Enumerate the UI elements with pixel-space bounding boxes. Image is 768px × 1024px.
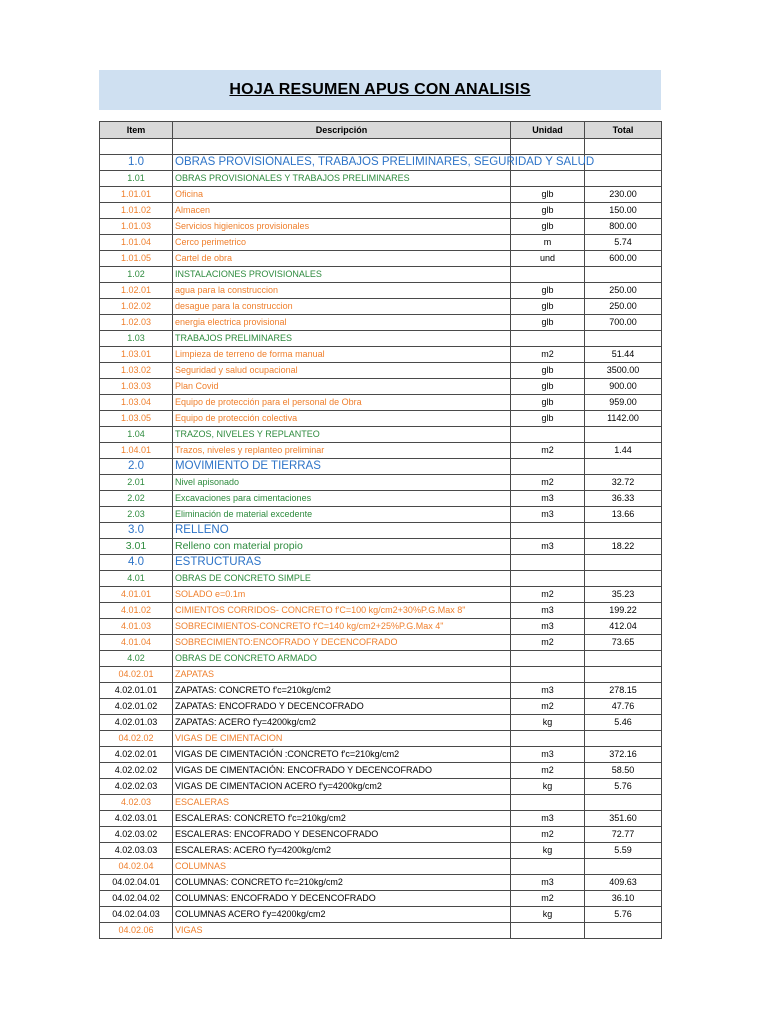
cell-unit: m3: [511, 875, 585, 891]
cell-unit: [511, 523, 585, 539]
cell-total: 1.44: [585, 443, 662, 459]
cell-item: 1.03.01: [100, 347, 173, 363]
table-row: [100, 475, 662, 491]
cell-item: 04.02.04.01: [100, 875, 173, 891]
header-row: [100, 122, 662, 139]
cell-total: 250.00: [585, 299, 662, 315]
cell-description: COLUMNAS ACERO f'y=4200kg/cm2: [173, 907, 511, 923]
cell-item: 1.01: [100, 171, 173, 187]
cell-unit: glb: [511, 379, 585, 395]
cell-unit: m3: [511, 603, 585, 619]
cell-unit: m2: [511, 827, 585, 843]
cell-item: 1.02.01: [100, 283, 173, 299]
cell-total: 600.00: [585, 251, 662, 267]
cell-item: 04.02.04: [100, 859, 173, 875]
cell-unit: m2: [511, 443, 585, 459]
cell-unit: m2: [511, 891, 585, 907]
cell-item: 1.04: [100, 427, 173, 443]
table-row: [100, 683, 662, 699]
cell-total: [585, 651, 662, 667]
table-row: [100, 587, 662, 603]
cell-description: CIMIENTOS CORRIDOS- CONCRETO f'C=100 kg/cm2+30%P.G.Max 8": [173, 603, 511, 619]
cell-description: OBRAS DE CONCRETO ARMADO: [173, 651, 511, 667]
cell-description: Oficina: [173, 187, 511, 203]
cell-unit: [511, 651, 585, 667]
cell-total: 351.60: [585, 811, 662, 827]
cell-total: [585, 731, 662, 747]
cell-total: 409.63: [585, 875, 662, 891]
cell-description: TRABAJOS PRELIMINARES: [173, 331, 511, 347]
cell-unit: kg: [511, 843, 585, 859]
cell-description: SOBRECIMIENTO:ENCOFRADO Y DECENCOFRADO: [173, 635, 511, 651]
cell-total: 5.76: [585, 907, 662, 923]
cell-description: OBRAS PROVISIONALES, TRABAJOS PRELIMINARES, SEGURIDAD Y SALUD: [173, 155, 511, 171]
table-row: [100, 235, 662, 251]
cell-unit: m3: [511, 507, 585, 523]
cell-unit: [511, 667, 585, 683]
cell-item: 4.01.01: [100, 587, 173, 603]
table-row: [100, 795, 662, 811]
cell-unit: m3: [511, 683, 585, 699]
table-row: [100, 843, 662, 859]
cell-total: [585, 923, 662, 939]
cell-total: 36.10: [585, 891, 662, 907]
cell-total: [585, 571, 662, 587]
cell-total: 150.00: [585, 203, 662, 219]
cell-item: 04.02.01: [100, 667, 173, 683]
cell-total: 73.65: [585, 635, 662, 651]
cell-item: 04.02.04.03: [100, 907, 173, 923]
cell-total: 1142.00: [585, 411, 662, 427]
cell-description: Seguridad y salud ocupacional: [173, 363, 511, 379]
cell-item: 4.02.01.01: [100, 683, 173, 699]
cell-item: 1.03.04: [100, 395, 173, 411]
cell-description: MOVIMIENTO DE TIERRAS: [173, 459, 511, 475]
cell-description: ESTRUCTURAS: [173, 555, 511, 571]
cell-total: 372.16: [585, 747, 662, 763]
cell-item: 2.01: [100, 475, 173, 491]
cell-unit: glb: [511, 219, 585, 235]
cell-item: 1.04.01: [100, 443, 173, 459]
table-row: [100, 859, 662, 875]
cell-total: [585, 155, 662, 171]
cell-total: 5.74: [585, 235, 662, 251]
cell-description: ZAPATAS: ENCOFRADO Y DECENCOFRADO: [173, 699, 511, 715]
table-row: [100, 763, 662, 779]
table-row: [100, 283, 662, 299]
cell-description: RELLENO: [173, 523, 511, 539]
cell-unit: [511, 267, 585, 283]
table-row: [100, 827, 662, 843]
table-row: [100, 363, 662, 379]
cell-description: ZAPATAS: [173, 667, 511, 683]
cell-description: ESCALERAS: ACERO f'y=4200kg/cm2: [173, 843, 511, 859]
cell-total: 800.00: [585, 219, 662, 235]
table-row: [100, 635, 662, 651]
table-row: [100, 443, 662, 459]
cell-total: [585, 331, 662, 347]
cell-item: 4.02.02.01: [100, 747, 173, 763]
table-row: [100, 187, 662, 203]
cell-item: 4.02.03: [100, 795, 173, 811]
cell-total: [585, 523, 662, 539]
cell-description: energia electrica provisional: [173, 315, 511, 331]
cell-description: Excavaciones para cimentaciones: [173, 491, 511, 507]
cell-unit: [511, 859, 585, 875]
table-row: [100, 491, 662, 507]
cell-unit: glb: [511, 299, 585, 315]
cell-description: Almacen: [173, 203, 511, 219]
cell-item: 1.01.02: [100, 203, 173, 219]
table-row: [100, 523, 662, 539]
table-row: [100, 203, 662, 219]
cell-unit: [511, 731, 585, 747]
table-row: [100, 219, 662, 235]
cell-item: 1.03.05: [100, 411, 173, 427]
header-item: Item: [100, 122, 173, 139]
table-row: [100, 619, 662, 635]
cell-description: Eliminación de material excedente: [173, 507, 511, 523]
cell-total: 230.00: [585, 187, 662, 203]
cell-unit: glb: [511, 203, 585, 219]
cell-total: 35.23: [585, 587, 662, 603]
cell-description: Servicios higienicos provisionales: [173, 219, 511, 235]
cell-unit: m2: [511, 699, 585, 715]
cell-unit: m3: [511, 747, 585, 763]
cell-item: 4.01.02: [100, 603, 173, 619]
cell-unit: m2: [511, 475, 585, 491]
cell-total: 72.77: [585, 827, 662, 843]
table-row: [100, 459, 662, 475]
table-row: [100, 891, 662, 907]
table-row: [100, 715, 662, 731]
cell-description: VIGAS DE CIMENTACION ACERO f'y=4200kg/cm2: [173, 779, 511, 795]
cell-item: 2.03: [100, 507, 173, 523]
cell-item: 1.01.05: [100, 251, 173, 267]
cell-unit: glb: [511, 395, 585, 411]
cell-description: Nivel apisonado: [173, 475, 511, 491]
cell-total: 278.15: [585, 683, 662, 699]
cell-total: 3500.00: [585, 363, 662, 379]
cell-total: [585, 555, 662, 571]
cell-description: OBRAS PROVISIONALES Y TRABAJOS PRELIMINARES: [173, 171, 511, 187]
cell-unit: m3: [511, 491, 585, 507]
cell-description: [173, 139, 511, 155]
cell-total: 5.59: [585, 843, 662, 859]
cell-description: SOLADO e=0.1m: [173, 587, 511, 603]
cell-total: [585, 667, 662, 683]
table-row: [100, 379, 662, 395]
cell-unit: [511, 139, 585, 155]
cell-total: 58.50: [585, 763, 662, 779]
cell-item: 1.02.03: [100, 315, 173, 331]
cell-item: 1.03.02: [100, 363, 173, 379]
cell-item: 2.0: [100, 459, 173, 475]
cell-description: ESCALERAS: ENCOFRADO Y DESENCOFRADO: [173, 827, 511, 843]
cell-item: 4.02.03.01: [100, 811, 173, 827]
cell-description: Equipo de protección colectiva: [173, 411, 511, 427]
table-row: [100, 139, 662, 155]
cell-description: ESCALERAS: [173, 795, 511, 811]
cell-item: 1.03: [100, 331, 173, 347]
table-row: [100, 747, 662, 763]
cell-description: agua para la construccion: [173, 283, 511, 299]
cell-total: [585, 859, 662, 875]
cell-description: SOBRECIMIENTOS-CONCRETO f'C=140 kg/cm2+25%P.G.Max 4": [173, 619, 511, 635]
cell-total: 900.00: [585, 379, 662, 395]
table-row: [100, 699, 662, 715]
cell-total: [585, 171, 662, 187]
cell-total: [585, 795, 662, 811]
cell-item: 1.03.03: [100, 379, 173, 395]
cell-unit: kg: [511, 715, 585, 731]
cell-unit: [511, 795, 585, 811]
cell-unit: m2: [511, 763, 585, 779]
table-row: [100, 731, 662, 747]
cell-item: 4.02.03.03: [100, 843, 173, 859]
table-row: [100, 907, 662, 923]
cell-description: INSTALACIONES PROVISIONALES: [173, 267, 511, 283]
cell-item: 1.0: [100, 155, 173, 171]
cell-item: 4.02.01.03: [100, 715, 173, 731]
cell-description: VIGAS: [173, 923, 511, 939]
cell-item: 4.02.01.02: [100, 699, 173, 715]
cell-description: Equipo de protección para el personal de Obra: [173, 395, 511, 411]
cell-unit: m3: [511, 619, 585, 635]
cell-total: [585, 459, 662, 475]
cell-description: TRAZOS, NIVELES Y REPLANTEO: [173, 427, 511, 443]
cell-total: [585, 427, 662, 443]
cell-description: Plan Covid: [173, 379, 511, 395]
cell-unit: [511, 555, 585, 571]
cell-item: 4.0: [100, 555, 173, 571]
title-banner: [99, 70, 661, 110]
cell-unit: glb: [511, 411, 585, 427]
table-row: [100, 667, 662, 683]
cell-description: Limpieza de terreno de forma manual: [173, 347, 511, 363]
cell-total: [585, 139, 662, 155]
header-total: Total: [585, 122, 662, 139]
cell-description: COLUMNAS: [173, 859, 511, 875]
table-row: [100, 347, 662, 363]
cell-total: [585, 267, 662, 283]
page-title: HOJA RESUMEN APUS CON ANALISIS: [229, 81, 531, 98]
cell-unit: und: [511, 251, 585, 267]
cell-total: 700.00: [585, 315, 662, 331]
cell-unit: glb: [511, 363, 585, 379]
cell-item: 2.02: [100, 491, 173, 507]
table-row: [100, 811, 662, 827]
header-description: Descripción: [173, 122, 511, 139]
cell-total: 5.76: [585, 779, 662, 795]
cell-description: VIGAS DE CIMENTACION: [173, 731, 511, 747]
cell-unit: [511, 571, 585, 587]
cell-item: 1.01.03: [100, 219, 173, 235]
cell-item: 4.01.04: [100, 635, 173, 651]
cell-item: 1.02: [100, 267, 173, 283]
cell-unit: kg: [511, 779, 585, 795]
cell-item: 1.01.01: [100, 187, 173, 203]
table-row: [100, 603, 662, 619]
cell-description: COLUMNAS: ENCOFRADO Y DECENCOFRADO: [173, 891, 511, 907]
cell-unit: [511, 459, 585, 475]
cell-unit: [511, 171, 585, 187]
cell-item: 4.02.03.02: [100, 827, 173, 843]
table-row: [100, 267, 662, 283]
table-row: [100, 571, 662, 587]
cell-unit: m2: [511, 635, 585, 651]
table-row: [100, 507, 662, 523]
cell-item: 04.02.02: [100, 731, 173, 747]
cell-description: VIGAS DE CIMENTACIÓN: ENCOFRADO Y DECENCOFRADO: [173, 763, 511, 779]
summary-table: [99, 121, 662, 939]
cell-item: 3.0: [100, 523, 173, 539]
table-row: [100, 251, 662, 267]
table-row: [100, 411, 662, 427]
table-row: [100, 875, 662, 891]
cell-total: 199.22: [585, 603, 662, 619]
table-row: [100, 315, 662, 331]
table-row: [100, 395, 662, 411]
table-row: [100, 539, 662, 555]
cell-unit: m: [511, 235, 585, 251]
cell-description: ZAPATAS: CONCRETO f'c=210kg/cm2: [173, 683, 511, 699]
cell-item: 04.02.06: [100, 923, 173, 939]
table-row: [100, 299, 662, 315]
cell-unit: m3: [511, 539, 585, 555]
cell-unit: m2: [511, 587, 585, 603]
cell-item: 4.01: [100, 571, 173, 587]
cell-total: 959.00: [585, 395, 662, 411]
cell-description: ESCALERAS: CONCRETO f'c=210kg/cm2: [173, 811, 511, 827]
table-row: [100, 155, 662, 171]
cell-description: Trazos, niveles y replanteo preliminar: [173, 443, 511, 459]
cell-total: 32.72: [585, 475, 662, 491]
header-unit: Unidad: [511, 122, 585, 139]
cell-total: 13.66: [585, 507, 662, 523]
cell-total: 36.33: [585, 491, 662, 507]
cell-item: 4.02.02.02: [100, 763, 173, 779]
cell-item: 1.01.04: [100, 235, 173, 251]
cell-item: 4.02.02.03: [100, 779, 173, 795]
cell-description: COLUMNAS: CONCRETO f'c=210kg/cm2: [173, 875, 511, 891]
table-row: [100, 555, 662, 571]
cell-total: 5.46: [585, 715, 662, 731]
cell-unit: glb: [511, 315, 585, 331]
cell-unit: [511, 427, 585, 443]
cell-description: VIGAS DE CIMENTACIÓN :CONCRETO f'c=210kg/cm2: [173, 747, 511, 763]
cell-unit: [511, 923, 585, 939]
cell-description: Cerco perimetrico: [173, 235, 511, 251]
cell-total: 18.22: [585, 539, 662, 555]
cell-unit: glb: [511, 187, 585, 203]
cell-total: 412.04: [585, 619, 662, 635]
cell-unit: kg: [511, 907, 585, 923]
cell-item: 04.02.04.02: [100, 891, 173, 907]
cell-total: 51.44: [585, 347, 662, 363]
cell-description: OBRAS DE CONCRETO SIMPLE: [173, 571, 511, 587]
cell-description: desague para la construccion: [173, 299, 511, 315]
table-row: [100, 171, 662, 187]
cell-item: 3.01: [100, 539, 173, 555]
cell-unit: [511, 331, 585, 347]
cell-item: 4.02: [100, 651, 173, 667]
table-row: [100, 651, 662, 667]
cell-unit: glb: [511, 283, 585, 299]
cell-total: 47.76: [585, 699, 662, 715]
table-row: [100, 779, 662, 795]
cell-item: 4.01.03: [100, 619, 173, 635]
cell-item: 1.02.02: [100, 299, 173, 315]
cell-item: [100, 139, 173, 155]
cell-total: 250.00: [585, 283, 662, 299]
cell-description: Cartel de obra: [173, 251, 511, 267]
table-row: [100, 923, 662, 939]
cell-description: Relleno con material propio: [173, 539, 511, 555]
cell-unit: m2: [511, 347, 585, 363]
cell-unit: m3: [511, 811, 585, 827]
table-row: [100, 331, 662, 347]
cell-description: ZAPATAS: ACERO f'y=4200kg/cm2: [173, 715, 511, 731]
table-row: [100, 427, 662, 443]
